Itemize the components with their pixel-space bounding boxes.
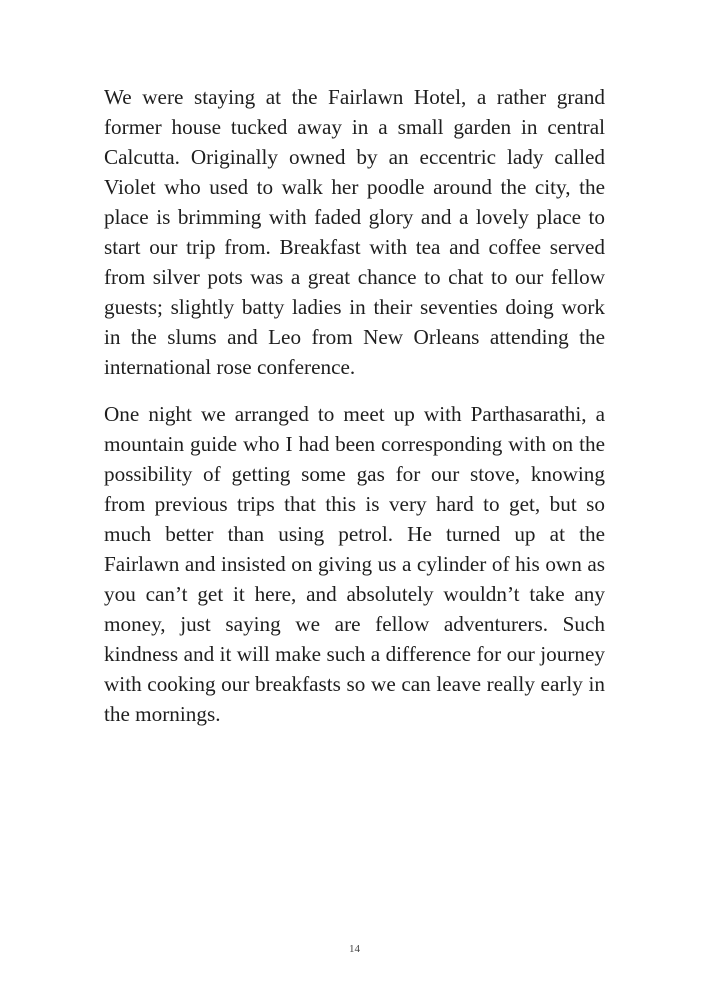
page-number: 14 — [349, 943, 360, 955]
body-text — [104, 82, 605, 729]
paragraph: We were staying at the Fairlawn Hotel, a rather grand former house tucked away in a small garden in central Calcutta. Originally owned by an eccentric lady called Violet who used to walk her poodle around the city, the place is brimming with faded glory and a lovely place to start our trip from. Breakfast with tea and coffee served from silver pots was a great chance to chat to our fellow guests; slightly batty ladies in their seventies doing work in the slums and Leo from New Orleans attending the international rose conference. — [104, 85, 605, 379]
paragraph: One night we arranged to meet up with Parthasarathi, a mountain guide who I had been corresponding with on the possibility of getting some gas for our stove, knowing from previous trips that this is very hard to get, but so much better than using petrol. He turned up at the Fairlawn and insisted on giving us a cylinder of his own as you can’t get it here, and absolutely wouldn’t take any money, just saying we are fellow adventurers. Such kindness and it will make such a difference for our journey with cooking our breakfasts so we can leave really early in the mornings. — [104, 402, 605, 726]
